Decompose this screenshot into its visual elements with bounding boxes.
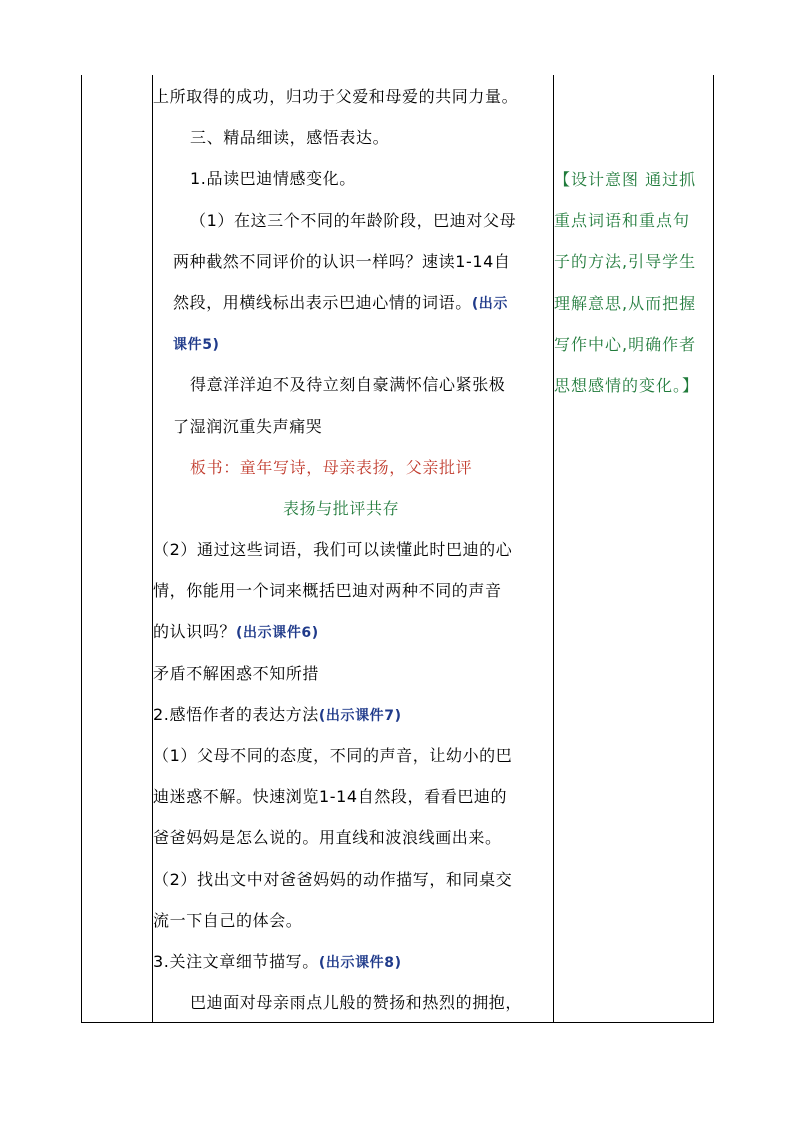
text-line bbox=[153, 776, 552, 817]
text-run: 板书：童年写诗，母亲表扬，父亲批评 bbox=[190, 457, 473, 477]
text-run: 2.感悟作者的表达方法 bbox=[153, 704, 319, 724]
text-run: 矛盾不解困惑不知所措 bbox=[153, 663, 320, 683]
text-run: 得意洋洋迫不及待立刻自豪满怀信心紧张极 bbox=[190, 375, 506, 395]
text-run: 巴迪面对母亲雨点儿般的赞扬和热烈的拥抱， bbox=[190, 993, 523, 1013]
text-line bbox=[153, 900, 552, 941]
text-line bbox=[153, 406, 552, 447]
text-run: 三、精品细读，感悟表达。 bbox=[190, 128, 390, 148]
text-run: （1）在这三个不同的年龄阶段，巴迪对父母 bbox=[190, 210, 517, 230]
text-run: 两种截然不同评价的认识一样吗？速读1-14自 bbox=[173, 251, 511, 271]
text-run: 的认识吗？ bbox=[153, 622, 237, 642]
text-run: (出示 bbox=[471, 295, 509, 312]
text-run: 情，你能用一个词来概括巴迪对两种不同的声音 bbox=[153, 581, 502, 601]
design-intent-line: 写作中心,明确作者 bbox=[554, 334, 697, 354]
text-line bbox=[153, 241, 552, 282]
text-line bbox=[153, 282, 552, 323]
text-run: (出示课件7) bbox=[318, 707, 402, 724]
text-run: 迪迷惑不解。快速浏览1-14自然段，看看巴迪的 bbox=[153, 787, 508, 807]
text-line bbox=[153, 982, 552, 1023]
text-line bbox=[153, 570, 552, 611]
text-run: (出示课件6) bbox=[236, 625, 319, 642]
lesson-content-column bbox=[153, 75, 552, 1023]
text-line bbox=[153, 694, 552, 735]
table-border-right bbox=[713, 75, 714, 1023]
text-line bbox=[153, 488, 552, 529]
text-run: 表扬与批评共存 bbox=[283, 498, 400, 518]
text-line bbox=[153, 76, 552, 117]
design-intent-column bbox=[554, 75, 712, 1106]
table-border-left bbox=[81, 75, 82, 1023]
text-run: 上所取得的成功，归功于父爱和母爱的共同力量。 bbox=[153, 87, 519, 106]
text-run: （2）找出文中对爸爸妈妈的动作描写，和同桌交 bbox=[153, 869, 513, 889]
text-line bbox=[153, 447, 552, 488]
text-line bbox=[153, 817, 552, 858]
text-line bbox=[153, 364, 552, 405]
design-intent-line: 【设计意图 通过抓 bbox=[554, 170, 697, 189]
text-run: (出示课件8) bbox=[318, 954, 402, 971]
text-run: 爸爸妈妈是怎么说的。用直线和波浪线画出来。 bbox=[153, 828, 502, 848]
text-line bbox=[153, 323, 552, 364]
design-intent-line: 子的方法,引导学生 bbox=[554, 252, 697, 272]
design-intent-line: 重点词语和重点句 bbox=[554, 211, 691, 231]
text-run: 然段，用横线标出表示巴迪心情的词语。 bbox=[173, 292, 472, 312]
text-run: 3.关注文章细节描写。 bbox=[153, 951, 319, 971]
text-line bbox=[153, 859, 552, 900]
text-line bbox=[153, 529, 552, 570]
text-line bbox=[153, 611, 552, 652]
text-run: （2）通过这些词语，我们可以读懂此时巴迪的心 bbox=[153, 540, 513, 560]
text-run: （1）父母不同的态度，不同的声音，让幼小的巴 bbox=[153, 746, 513, 765]
design-intent-line: 理解意思,从而把握 bbox=[554, 293, 697, 313]
text-line bbox=[153, 735, 552, 776]
text-line bbox=[153, 117, 552, 158]
text-run: 流一下自己的体会。 bbox=[153, 910, 303, 930]
text-run: 了湿润沉重失声痛哭 bbox=[173, 416, 323, 436]
design-intent-line: 思想感情的变化。】 bbox=[554, 375, 700, 395]
text-run: 课件5) bbox=[173, 337, 220, 354]
text-line bbox=[153, 158, 552, 199]
text-line bbox=[153, 941, 552, 982]
text-run: 1.品读巴迪情感变化。 bbox=[190, 169, 356, 189]
text-line bbox=[153, 200, 552, 241]
text-line bbox=[153, 653, 552, 694]
